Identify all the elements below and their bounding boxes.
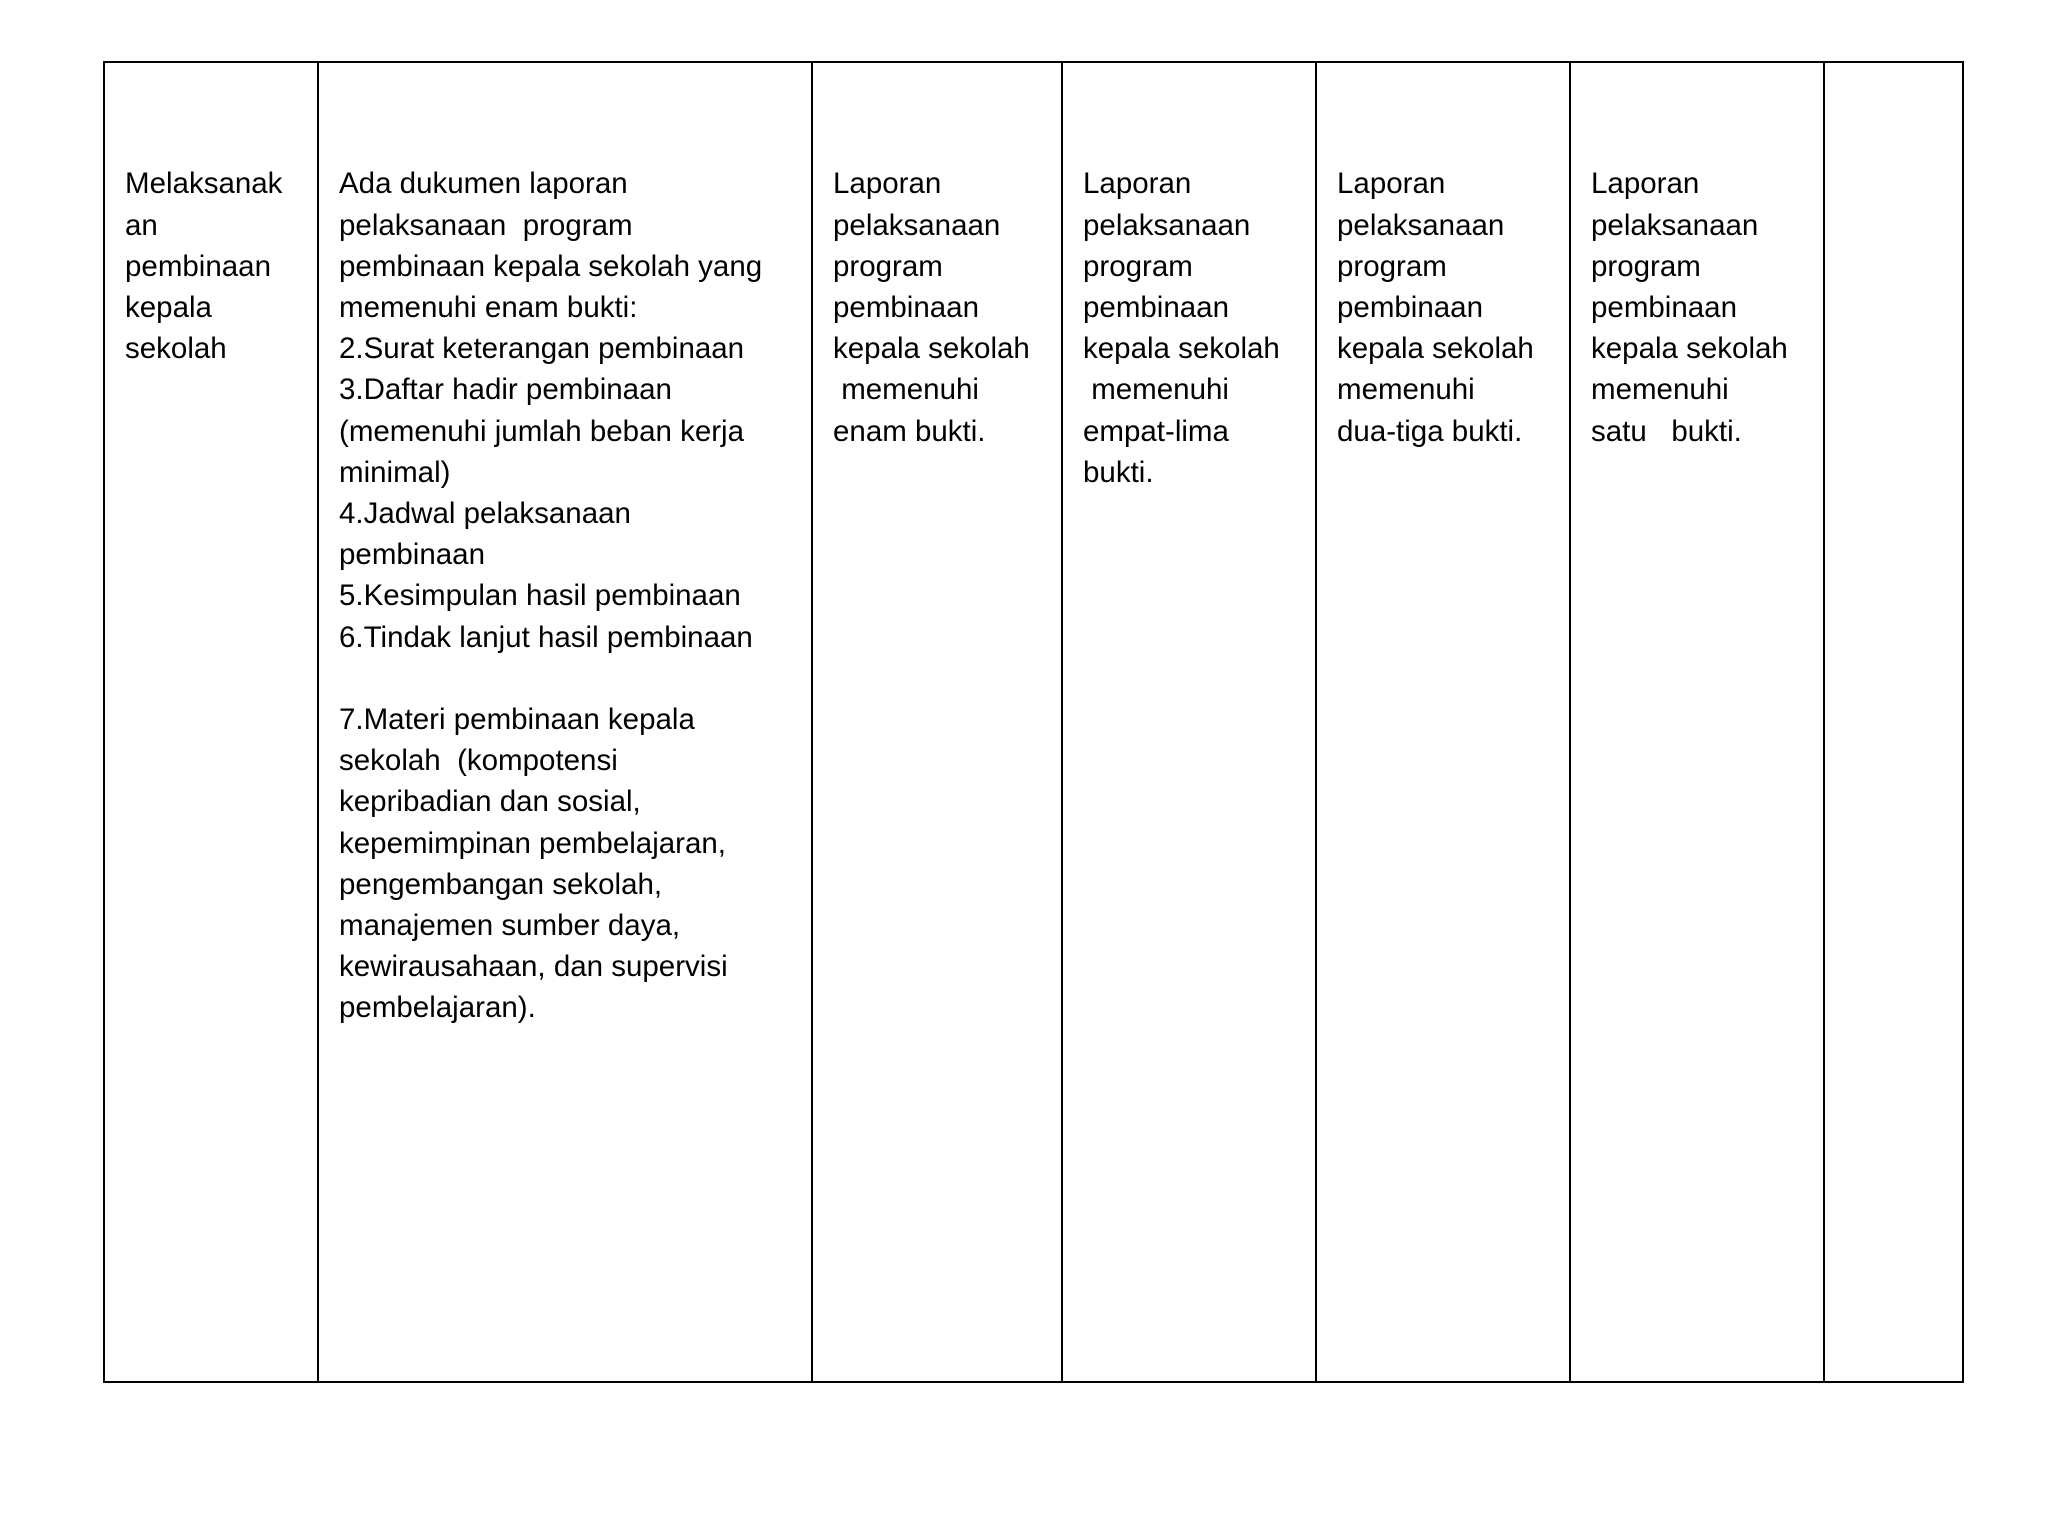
rubric-table xyxy=(103,61,1964,1383)
score-4-text: Laporan pelaksanaan program pembinaan kepala sekolah memenuhi enam bukti. xyxy=(833,167,1030,448)
score-3-cell xyxy=(1062,62,1316,1382)
score-4-cell xyxy=(812,62,1062,1382)
indicator-text: Ada dukumen laporan pelaksanaan program pembinaan kepala sekolah yang memenuhi enam bukti: 2.Surat keterangan pembinaan 3.Daftar hadir pembinaan (memenuhi jumlah beban kerja minimal) 4.Jadwal pelaksanaan pembinaan 5.Kesimpulan hasil pembinaan 6.Tindak lanjut hasil pembinaan 7.Materi pembinaan kepala sekolah (kompotensi kepribadian dan sosial, kepemimpinan pembelajaran, pengembangan sekolah, manajemen sumber daya, kewirausahaan, dan supervisi pembelajaran). xyxy=(339,167,763,1025)
score-1-cell xyxy=(1570,62,1824,1382)
aspect-text: Melaksanak an pembinaan kepala sekolah xyxy=(125,167,283,366)
aspect-cell xyxy=(104,62,318,1382)
score-2-text: Laporan pelaksanaan program pembinaan kepala sekolah memenuhi dua-tiga bukti. xyxy=(1337,167,1534,448)
table-row xyxy=(104,62,1963,1382)
score-1-text: Laporan pelaksanaan program pembinaan kepala sekolah memenuhi satu bukti. xyxy=(1591,167,1788,448)
score-2-cell xyxy=(1316,62,1570,1382)
score-3-text: Laporan pelaksanaan program pembinaan kepala sekolah memenuhi empat-lima bukti. xyxy=(1083,167,1280,489)
indicator-cell xyxy=(318,62,812,1382)
value-cell xyxy=(1824,62,1963,1382)
